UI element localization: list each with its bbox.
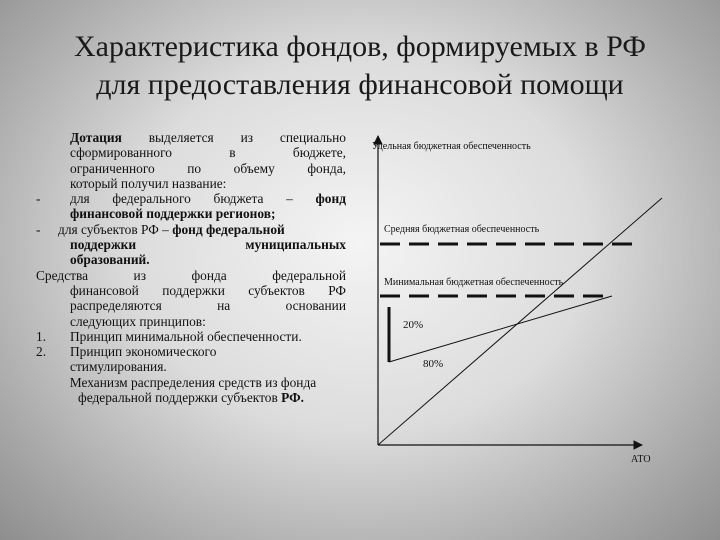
principle-1-number: 1. xyxy=(36,328,47,344)
intro-line-2: сформированного в бюджете, xyxy=(70,145,346,161)
para-line-1: Средства из фонда федеральной xyxy=(36,267,346,283)
y-axis-label: Удельная бюджетная обеспеченность xyxy=(372,141,531,152)
item1-line-2 xyxy=(36,206,346,221)
principle-2 xyxy=(36,344,346,359)
mechanism-text-2a: федеральной поддержки субъектов xyxy=(78,390,278,406)
principle-2-text: Принцип экономического xyxy=(70,344,217,360)
item2-text-c: поддержки муниципальных xyxy=(70,237,346,253)
item1-dash: - xyxy=(36,191,41,207)
item1-text-b: фонд xyxy=(315,191,346,207)
pct-20-label: 20% xyxy=(403,319,424,331)
mid-line-label: Средняя бюджетная обеспеченность xyxy=(384,224,540,235)
intro-text-1: выделяется из специально xyxy=(121,130,346,145)
para-line-3: распределяются на основании xyxy=(70,298,346,314)
item2-dash: - xyxy=(36,221,41,237)
title-line-2: для предоставления финансовой помощи xyxy=(96,68,624,101)
body-text xyxy=(36,130,346,405)
item2-text-d: образований. xyxy=(70,252,150,268)
allocation-diagram xyxy=(360,130,700,470)
min-line-label: Минимальная бюджетная обеспеченность xyxy=(384,277,564,288)
item2-line-2 xyxy=(36,237,346,252)
intro-line-4: который получил название: xyxy=(70,175,227,191)
para-line-4: следующих принципов: xyxy=(70,313,206,329)
item1-text-a: для федерального бюджета – xyxy=(70,191,293,207)
title-line-1: Характеристика фондов, формируемых в РФ xyxy=(73,30,647,63)
para-line-2: финансовой поддержки субъектов РФ xyxy=(70,282,346,298)
item2-text-a: для субъектов РФ – xyxy=(58,221,169,237)
intro-line-1 xyxy=(36,130,346,145)
x-axis-label: АТО xyxy=(631,454,651,465)
slide-title xyxy=(20,28,700,104)
mechanism-text-2b: РФ. xyxy=(281,390,304,406)
principle-1-text: Принцип минимальной обеспеченности. xyxy=(70,328,302,344)
item1-text-c: финансовой поддержки регионов; xyxy=(70,206,276,222)
intro-bold: Дотация xyxy=(70,130,122,145)
item2-line-1 xyxy=(36,222,346,237)
mechanism-line-1: Механизм распределения средств из фонда xyxy=(69,374,317,390)
principle-2-number: 2. xyxy=(36,344,47,360)
item2-line-3 xyxy=(36,252,346,267)
principle-1 xyxy=(36,329,346,344)
principle-2-cont: стимулирования. xyxy=(70,359,167,375)
intro-line-3: ограниченного по объему фонда, xyxy=(70,160,346,176)
item1-line-1 xyxy=(36,191,346,206)
mechanism-line-2 xyxy=(36,390,346,405)
pct-80-label: 80% xyxy=(423,358,444,370)
item2-text-b: фонд федеральной xyxy=(172,221,285,237)
